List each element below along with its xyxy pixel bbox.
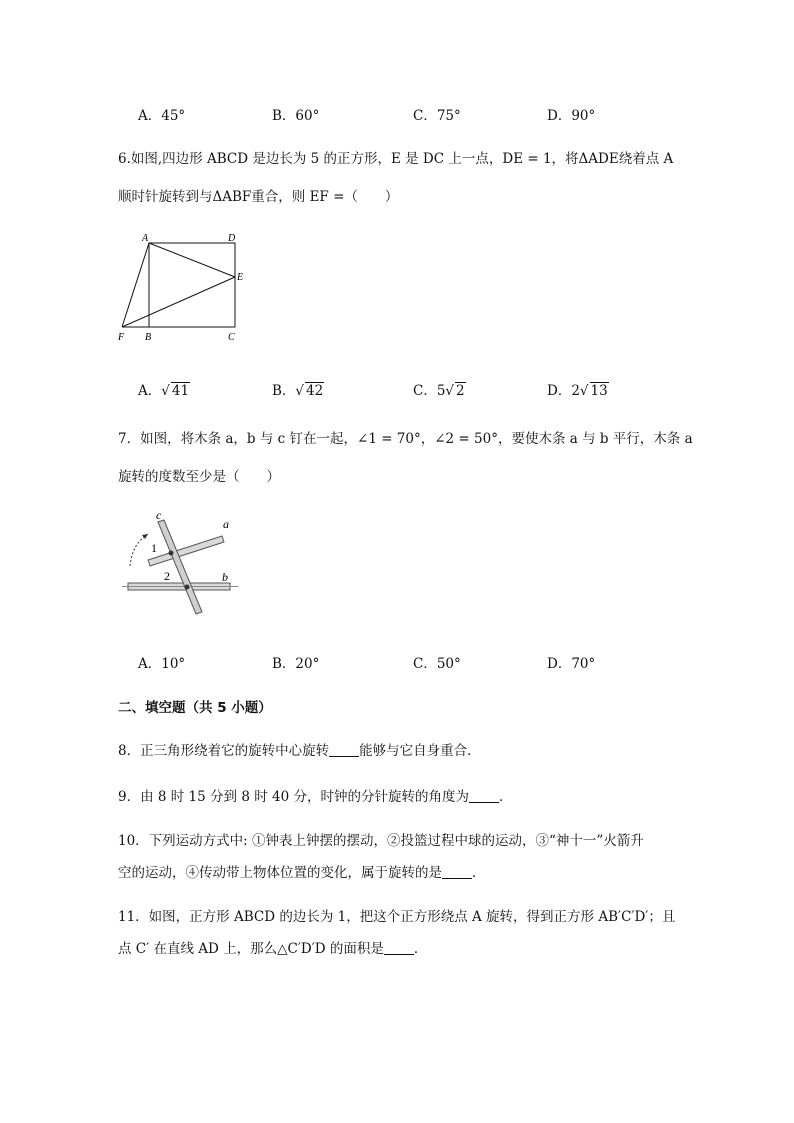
q7-figure — [118, 508, 248, 620]
label-c: c — [156, 508, 162, 522]
q6-text-line2: 顺时针旋转到与ΔABF重合，则 EF =（ ） — [118, 189, 399, 205]
label-f: F — [118, 332, 125, 343]
section-2-title: 二、填空题（共 5 小题） — [118, 700, 272, 716]
q5-option-c: C．75° — [413, 108, 461, 124]
q6-text-line1: 6.如图,四边形 ABCD 是边长为 5 的正方形，E 是 DC 上一点，DE = 1，将ΔADE绕着点 A — [118, 151, 674, 167]
q6-option-d: D．2√ 13 — [547, 383, 608, 399]
stick-a — [148, 536, 224, 566]
q8-text: 8．正三角形绕着它的旋转中心旋转 能够与它自身重合． — [118, 743, 481, 759]
q8-blank[interactable] — [329, 743, 359, 757]
segment-fe — [122, 277, 235, 327]
q11-text-line1: 11．如图，正方形 ABCD 的边长为 1，把这个正方形绕点 A 旋转，得到正方形 AB′C′D′；且 — [118, 909, 676, 925]
segment-ae — [149, 243, 235, 277]
q6-option-c: C．5√ 2 — [413, 383, 465, 399]
segment-fa — [122, 243, 149, 327]
label-a: a — [223, 517, 229, 531]
q7-option-c: C．50° — [413, 656, 461, 672]
rotation-arrow — [130, 534, 148, 566]
stick-c — [158, 520, 202, 614]
label-angle-2: 2 — [164, 569, 170, 583]
q5-option-d: D．90° — [547, 108, 596, 124]
label-d: D — [228, 233, 236, 244]
q7-option-a: A．10° — [138, 656, 186, 672]
square-abcd — [149, 243, 235, 327]
q7-option-b: B．20° — [272, 656, 320, 672]
q11-blank[interactable] — [384, 941, 414, 955]
q7-option-d: D．70° — [547, 656, 596, 672]
q5-option-a: A．45° — [138, 108, 186, 124]
label-c: C — [228, 332, 235, 343]
q5-option-b: B．60° — [272, 108, 320, 124]
q9-blank[interactable] — [469, 789, 499, 803]
label-e: E — [237, 272, 244, 283]
nail-bottom — [185, 585, 190, 590]
q10-blank[interactable] — [442, 865, 472, 879]
label-angle-1: 1 — [151, 541, 157, 555]
nail-top — [169, 551, 174, 556]
q6-figure — [112, 228, 252, 346]
q7-text-line2: 旋转的度数至少是（ ） — [118, 469, 280, 485]
q11-text-line2: 点 C′ 在直线 AD 上，那么△C′D′D 的面积是 ． — [118, 941, 428, 957]
rotation-arrowhead — [142, 534, 148, 539]
label-a: A — [142, 233, 149, 244]
q7-text-line1: 7．如图，将木条 a，b 与 c 钉在一起，∠1 = 70°，∠2 = 50°，要使木条 a 与 b 平行，木条 a — [118, 431, 693, 447]
q10-text-line2: 空的运动，④传动带上物体位置的变化，属于旋转的是 ． — [118, 865, 486, 881]
stick-b — [122, 583, 238, 590]
q6-option-b: B．√ 42 — [272, 383, 324, 399]
q10-text-line1: 10．下列运动方式中: ①钟表上钟摆的摆动，②投篮过程中球的运动，③“神十一”火箭升 — [118, 833, 644, 849]
label-b: b — [222, 570, 228, 584]
label-b: B — [145, 332, 152, 343]
q6-option-a: A．√ 41 — [138, 383, 190, 399]
q9-text: 9．由 8 时 15 分到 8 时 40 分，时钟的分针旋转的角度为 ． — [118, 789, 513, 805]
